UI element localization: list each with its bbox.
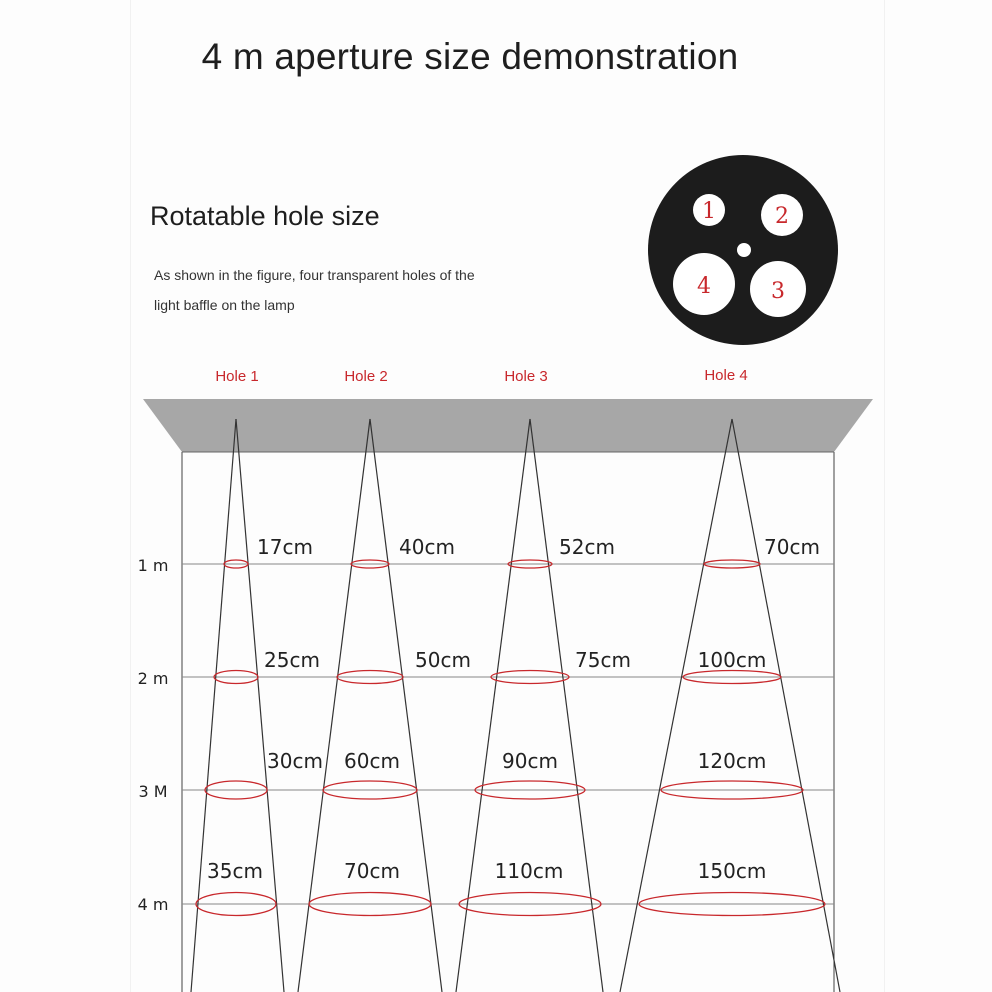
hole-label-3: Hole 3	[504, 368, 548, 385]
beam-4-edge-left	[620, 419, 732, 992]
size-label-hole4-3m: 120cm	[697, 749, 767, 773]
size-label-hole1-4m: 35cm	[207, 859, 263, 883]
size-label-hole1-2m: 25cm	[264, 648, 320, 672]
beam-1-edge-right	[236, 419, 284, 992]
hole-label-4: Hole 4	[704, 367, 748, 384]
size-label-hole2-3m: 60cm	[344, 749, 400, 773]
size-label-hole4-4m: 150cm	[697, 859, 767, 883]
size-label-hole3-3m: 90cm	[502, 749, 558, 773]
distance-label-4: 4 m	[137, 895, 169, 914]
distance-label-1: 1 m	[137, 556, 169, 575]
size-label-hole2-2m: 50cm	[415, 648, 471, 672]
ceiling-plate	[143, 399, 873, 452]
section-subtitle: Rotatable hole size	[150, 201, 380, 231]
size-label-hole2-1m: 40cm	[399, 535, 455, 559]
disc-number-2: 2	[775, 204, 789, 229]
size-label-hole3-4m: 110cm	[494, 859, 564, 883]
beam-2-edge-left	[298, 419, 370, 992]
disc-number-4: 4	[697, 274, 711, 299]
size-label-hole4-2m: 100cm	[697, 648, 767, 672]
hole-label-1: Hole 1	[215, 368, 259, 385]
size-label-hole2-4m: 70cm	[344, 859, 400, 883]
description-line-1: As shown in the figure, four transparent holes of the	[154, 267, 475, 283]
beam-1-edge-left	[191, 419, 236, 992]
size-label-hole3-1m: 52cm	[559, 535, 615, 559]
beam-3-edge-right	[530, 419, 603, 992]
hole-label-2: Hole 2	[344, 368, 388, 385]
page-title: 4 m aperture size demonstration	[201, 36, 739, 77]
distance-label-2: 2 m	[137, 669, 169, 688]
disc-number-3: 3	[771, 279, 785, 304]
beam-3-edge-left	[456, 419, 530, 992]
disc-number-1: 1	[702, 199, 716, 224]
distance-label-3: 3 M	[138, 782, 168, 801]
size-label-hole3-2m: 75cm	[575, 648, 631, 672]
size-label-hole1-3m: 30cm	[267, 749, 323, 773]
description-line-2: light baffle on the lamp	[154, 297, 295, 313]
size-label-hole4-1m: 70cm	[764, 535, 820, 559]
size-label-hole1-1m: 17cm	[257, 535, 313, 559]
beam-2-edge-right	[370, 419, 442, 992]
